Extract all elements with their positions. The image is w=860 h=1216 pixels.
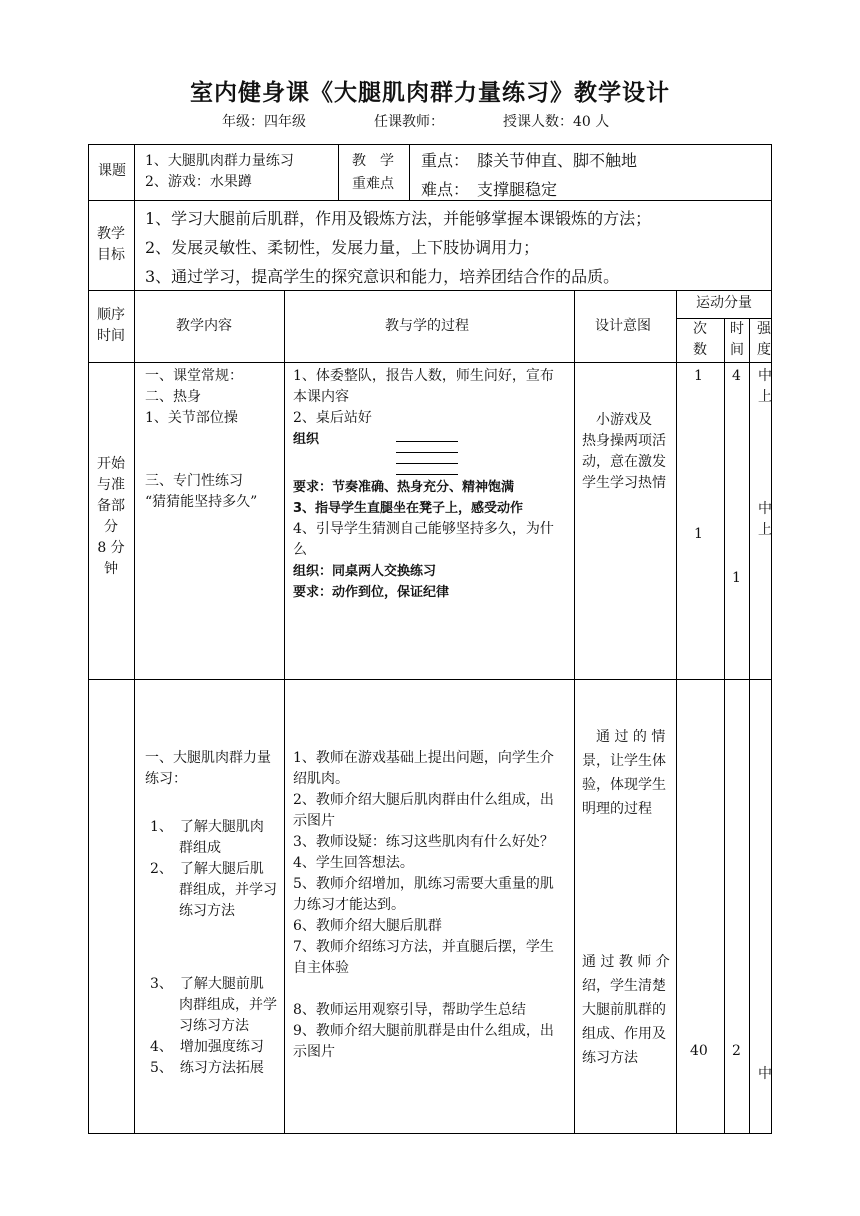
intent-line: 学生学习热情: [582, 475, 666, 491]
content-header: 教学内容: [176, 318, 232, 334]
section2-content-list: [150, 974, 277, 1079]
content-line: 练习：: [145, 771, 187, 787]
section1-time: 1: [732, 570, 741, 586]
content-line: 三、专门性练习: [145, 473, 243, 489]
col-divider: [134, 290, 135, 1134]
intent-line: 动，意在激发: [582, 454, 666, 470]
process-line: 示图片: [293, 813, 335, 829]
stage-line: 8 分: [97, 540, 125, 556]
formation-line: [396, 441, 458, 442]
grade-info: 年级：四年级: [222, 114, 306, 130]
topic-item: 1、大腿肌肉群力量练习: [145, 153, 294, 169]
content-line: 2、 了解大腿后肌: [150, 861, 264, 877]
intent-line: 明理的过程: [582, 801, 652, 817]
col-divider: [338, 144, 339, 200]
section2-content-list: [150, 817, 277, 922]
row-divider: [88, 679, 772, 680]
content-line: 一、大腿肌肉群力量: [145, 750, 271, 766]
table-border-left: [88, 144, 89, 1134]
objectives-label: 目标: [97, 247, 125, 263]
col-divider: [749, 318, 750, 1134]
time-header: 间: [730, 342, 744, 358]
content-line: 4、 增加强度练习: [150, 1039, 264, 1055]
col-divider: [574, 290, 575, 1134]
process-line: 要求：动作到位，保证纪律: [293, 585, 450, 600]
process-line: 5、教师介绍增加，肌练习需要大重量的肌: [293, 876, 554, 892]
intent-header: 设计意图: [595, 318, 651, 334]
section1-content: [145, 366, 257, 513]
key-points-label: 重难点: [352, 176, 394, 192]
lesson-plan-table: [88, 144, 772, 1134]
intent-line: 练习方法: [582, 1050, 638, 1066]
table-border-right: [771, 144, 772, 1134]
process-line: 8、教师运用观察引导，帮助学生总结: [293, 1002, 526, 1018]
process-header: 教与学的过程: [385, 318, 469, 334]
section2-process: [293, 748, 554, 1063]
intent-line: 验，体现学生: [582, 777, 666, 793]
stage-line: 钟: [104, 561, 118, 577]
content-line: 练习方法: [179, 903, 235, 919]
content-line: “猜猜能坚持多久”: [145, 494, 258, 510]
key-points-label: 教 学: [352, 153, 394, 169]
content-line: 5、 练习方法拓展: [150, 1060, 264, 1076]
section1-intensity: 上: [758, 389, 772, 405]
time-header: 时: [730, 321, 744, 337]
content-line: 1、 了解大腿肌肉: [150, 819, 264, 835]
difficulty-text: 难点： 支撑腿稳定: [421, 180, 558, 199]
content-line: 肉群组成，并学: [179, 997, 277, 1013]
stage-line: 与准: [97, 477, 125, 493]
stage-line: 开始: [97, 456, 125, 472]
intent-line: 热身操两项活: [582, 433, 666, 449]
stage-label: [88, 454, 134, 580]
process-line: 3、教师设疑：练习这些肌肉有什么好处？: [293, 834, 554, 850]
formation-line: [396, 452, 458, 453]
formation-line: [396, 474, 458, 475]
section1-intensity: 中: [758, 501, 772, 517]
section2-intensity: 中: [758, 1066, 772, 1082]
content-line: 一、课堂常规：: [145, 368, 243, 384]
process-line: 组织: [293, 432, 320, 447]
content-line: 习练习方法: [179, 1018, 249, 1034]
process-line: 示图片: [293, 1044, 335, 1060]
process-line: 1、教师在游戏基础上提出问题，向学生介: [293, 750, 554, 766]
topic-label: 课题: [98, 163, 126, 179]
intent-line: 景，让学生体: [582, 753, 666, 769]
times-header: 次: [693, 321, 707, 337]
process-line: 9、教师介绍大腿前肌群是由什么组成，出: [293, 1023, 554, 1039]
process-line: 绍肌肉。: [293, 771, 349, 787]
section2-intent-b: [582, 950, 670, 1070]
process-line: 力练习才能达到。: [293, 897, 405, 913]
order-time-header: 顺序: [97, 307, 125, 323]
intent-line: 通 过 的 情: [582, 729, 666, 745]
process-line: 么: [293, 542, 307, 558]
section1-intent: [582, 410, 666, 494]
process-line: 要求：节奏准确、热身充分、精神饱满: [293, 480, 515, 495]
stage-line: 分: [104, 519, 118, 535]
intent-line: 绍，学生清楚: [582, 978, 666, 994]
section1-time: 4: [732, 368, 741, 384]
process-line: 4、引导学生猜测自己能够坚持多久，为什: [293, 521, 554, 537]
content-line: 二、热身: [145, 389, 201, 405]
process-line: 2、桌后站好: [293, 410, 372, 426]
intensity-header: 强: [757, 321, 771, 337]
section1-process-cont: [293, 477, 554, 603]
process-line: 7、教师介绍练习方法，并直腿后摆，学生: [293, 939, 554, 955]
content-line: 1、关节部位操: [145, 410, 238, 426]
col-divider: [134, 200, 135, 290]
process-line: 本课内容: [293, 389, 349, 405]
teacher-info: 任课教师：: [374, 114, 444, 130]
key-point-text: 重点： 膝关节伸直、脚不触地: [421, 151, 638, 170]
objective-line: 3、通过学习，提高学生的探究意识和能力，培养团结合作的品质。: [145, 267, 620, 286]
process-line: 4、学生回答想法。: [293, 855, 414, 871]
intent-line: 大腿前肌群的: [582, 1002, 666, 1018]
process-line: 2、教师介绍大腿后肌肉群由什么组成，出: [293, 792, 554, 808]
content-line: 群组成: [179, 840, 221, 856]
objectives-label: 教学: [97, 226, 125, 242]
section1-process: [293, 366, 554, 450]
stage-line: 备部: [97, 498, 125, 514]
process-line: 3、指导学生直腿坐在凳子上，感受动作: [293, 501, 524, 516]
document-title: 室内健身课《大腿肌肉群力量练习》教学设计: [190, 80, 670, 106]
student-count-info: 授课人数：40 人: [503, 114, 610, 130]
table-border-bottom: [88, 1133, 772, 1134]
objective-line: 2、发展灵敏性、柔韧性，发展力量，上下肢协调用力；: [145, 238, 540, 257]
col-divider: [409, 144, 410, 200]
process-line: 组织：同桌两人交换练习: [293, 564, 437, 579]
process-line: 1、体委整队，报告人数，师生问好，宣布: [293, 368, 554, 384]
load-header: 运动分量: [696, 295, 752, 311]
intent-line: 小游戏及: [582, 412, 652, 428]
section1-times: 1: [694, 526, 703, 542]
content-line: 3、 了解大腿前肌: [150, 976, 264, 992]
col-divider: [284, 290, 285, 1134]
topic-item: 2、游戏：水果蹲: [145, 174, 252, 190]
section2-content: [145, 748, 271, 790]
intensity-header: 度: [757, 342, 771, 358]
process-line: 自主体验: [293, 960, 349, 976]
formation-line: [396, 463, 458, 464]
objective-line: 1、学习大腿前后肌群，作用及锻炼方法，并能够掌握本课锻炼的方法；: [145, 209, 652, 228]
table-border-top: [88, 144, 772, 145]
order-time-header: 时间: [97, 328, 125, 344]
content-line: 群组成，并学习: [179, 882, 277, 898]
section2-times: 40: [690, 1043, 708, 1059]
section1-times: 1: [694, 368, 703, 384]
section2-intent-a: [582, 725, 666, 821]
intent-line: 通 过 教 师 介: [582, 954, 670, 970]
section1-intensity: 中: [758, 368, 772, 384]
col-divider: [676, 290, 677, 1134]
process-line: 6、教师介绍大腿后肌群: [293, 918, 442, 934]
section1-intensity: 上: [758, 522, 772, 538]
col-divider: [724, 318, 725, 1134]
col-divider: [134, 144, 135, 200]
times-header: 数: [693, 342, 707, 358]
intent-line: 组成、作用及: [582, 1026, 666, 1042]
row-divider: [88, 362, 772, 363]
section2-time: 2: [732, 1043, 741, 1059]
